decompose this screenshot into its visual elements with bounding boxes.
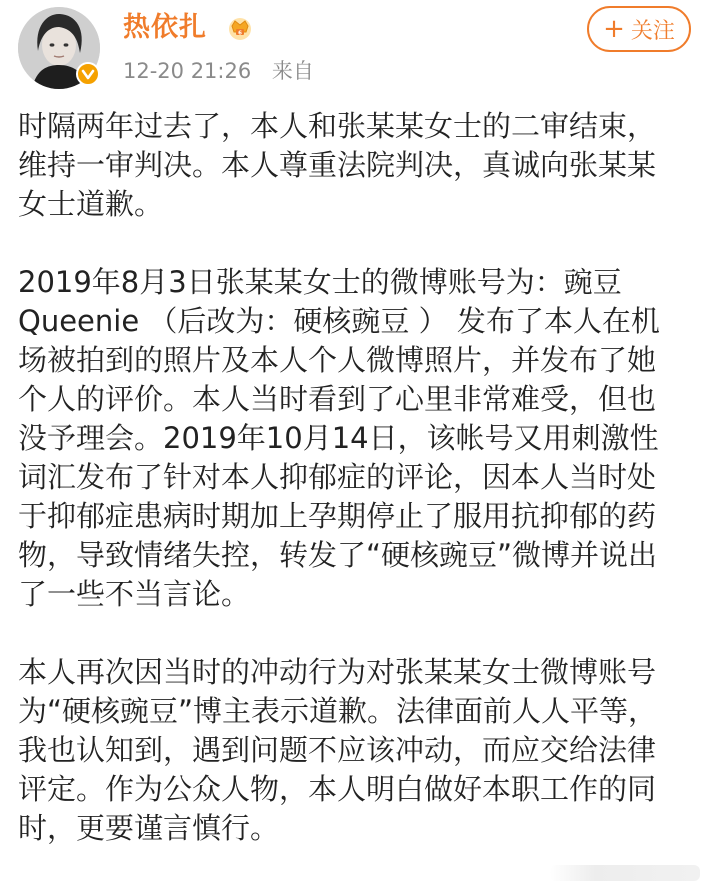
- post-source: 来自: [271, 59, 314, 83]
- post-paragraph: 时隔两年过去了，本人和张某某女士的二审结束， 维持一审判决。本人尊重法院判决，真诚向张某某 女士道歉。: [18, 109, 657, 221]
- post-meta: [123, 56, 314, 86]
- post-paragraph: 2019年8月3日张某某女士的微博账号为：豌豆 Queenie （后改为：硬核豌豆 ） 发布了本人在机 场被拍到的照片及本人个人微博照片，并发布了她 个人的评价。本人当时看到了心里非常难受，但也 没予理会。2019年10月14日，该帐号又用刺激性 词汇发布了针对本人抑郁症的评论，因本人当时处 于抑郁症患病时期加上孕期停止了服用抗抑郁的药 物，导致情绪失控，转发了“硬核豌豆”微博并说出 了一些不当言论。: [18, 265, 660, 611]
- post-header: [0, 0, 704, 100]
- watermark: [550, 865, 700, 881]
- post-body: [18, 107, 694, 848]
- vip-crown-icon: [226, 14, 254, 42]
- follow-button[interactable]: [587, 6, 691, 52]
- follow-button-label: 关注: [630, 18, 675, 44]
- svg-text:6: 6: [238, 30, 242, 37]
- post-paragraph: 本人再次因当时的冲动行为对张某某女士微博账号 为“硬核豌豆”博主表示道歉。法律面前人人平等， 我也认知到，遇到问题不应该冲动，而应交给法律 评定。作为公众人物，本人明白做好本职工作的同 时，更要谨言慎行。: [18, 655, 658, 845]
- post-timestamp: 12-20 21:26: [123, 59, 252, 83]
- verified-badge-icon: [76, 62, 100, 86]
- plus-icon: +: [603, 14, 625, 44]
- username[interactable]: 热依扎: [123, 12, 207, 43]
